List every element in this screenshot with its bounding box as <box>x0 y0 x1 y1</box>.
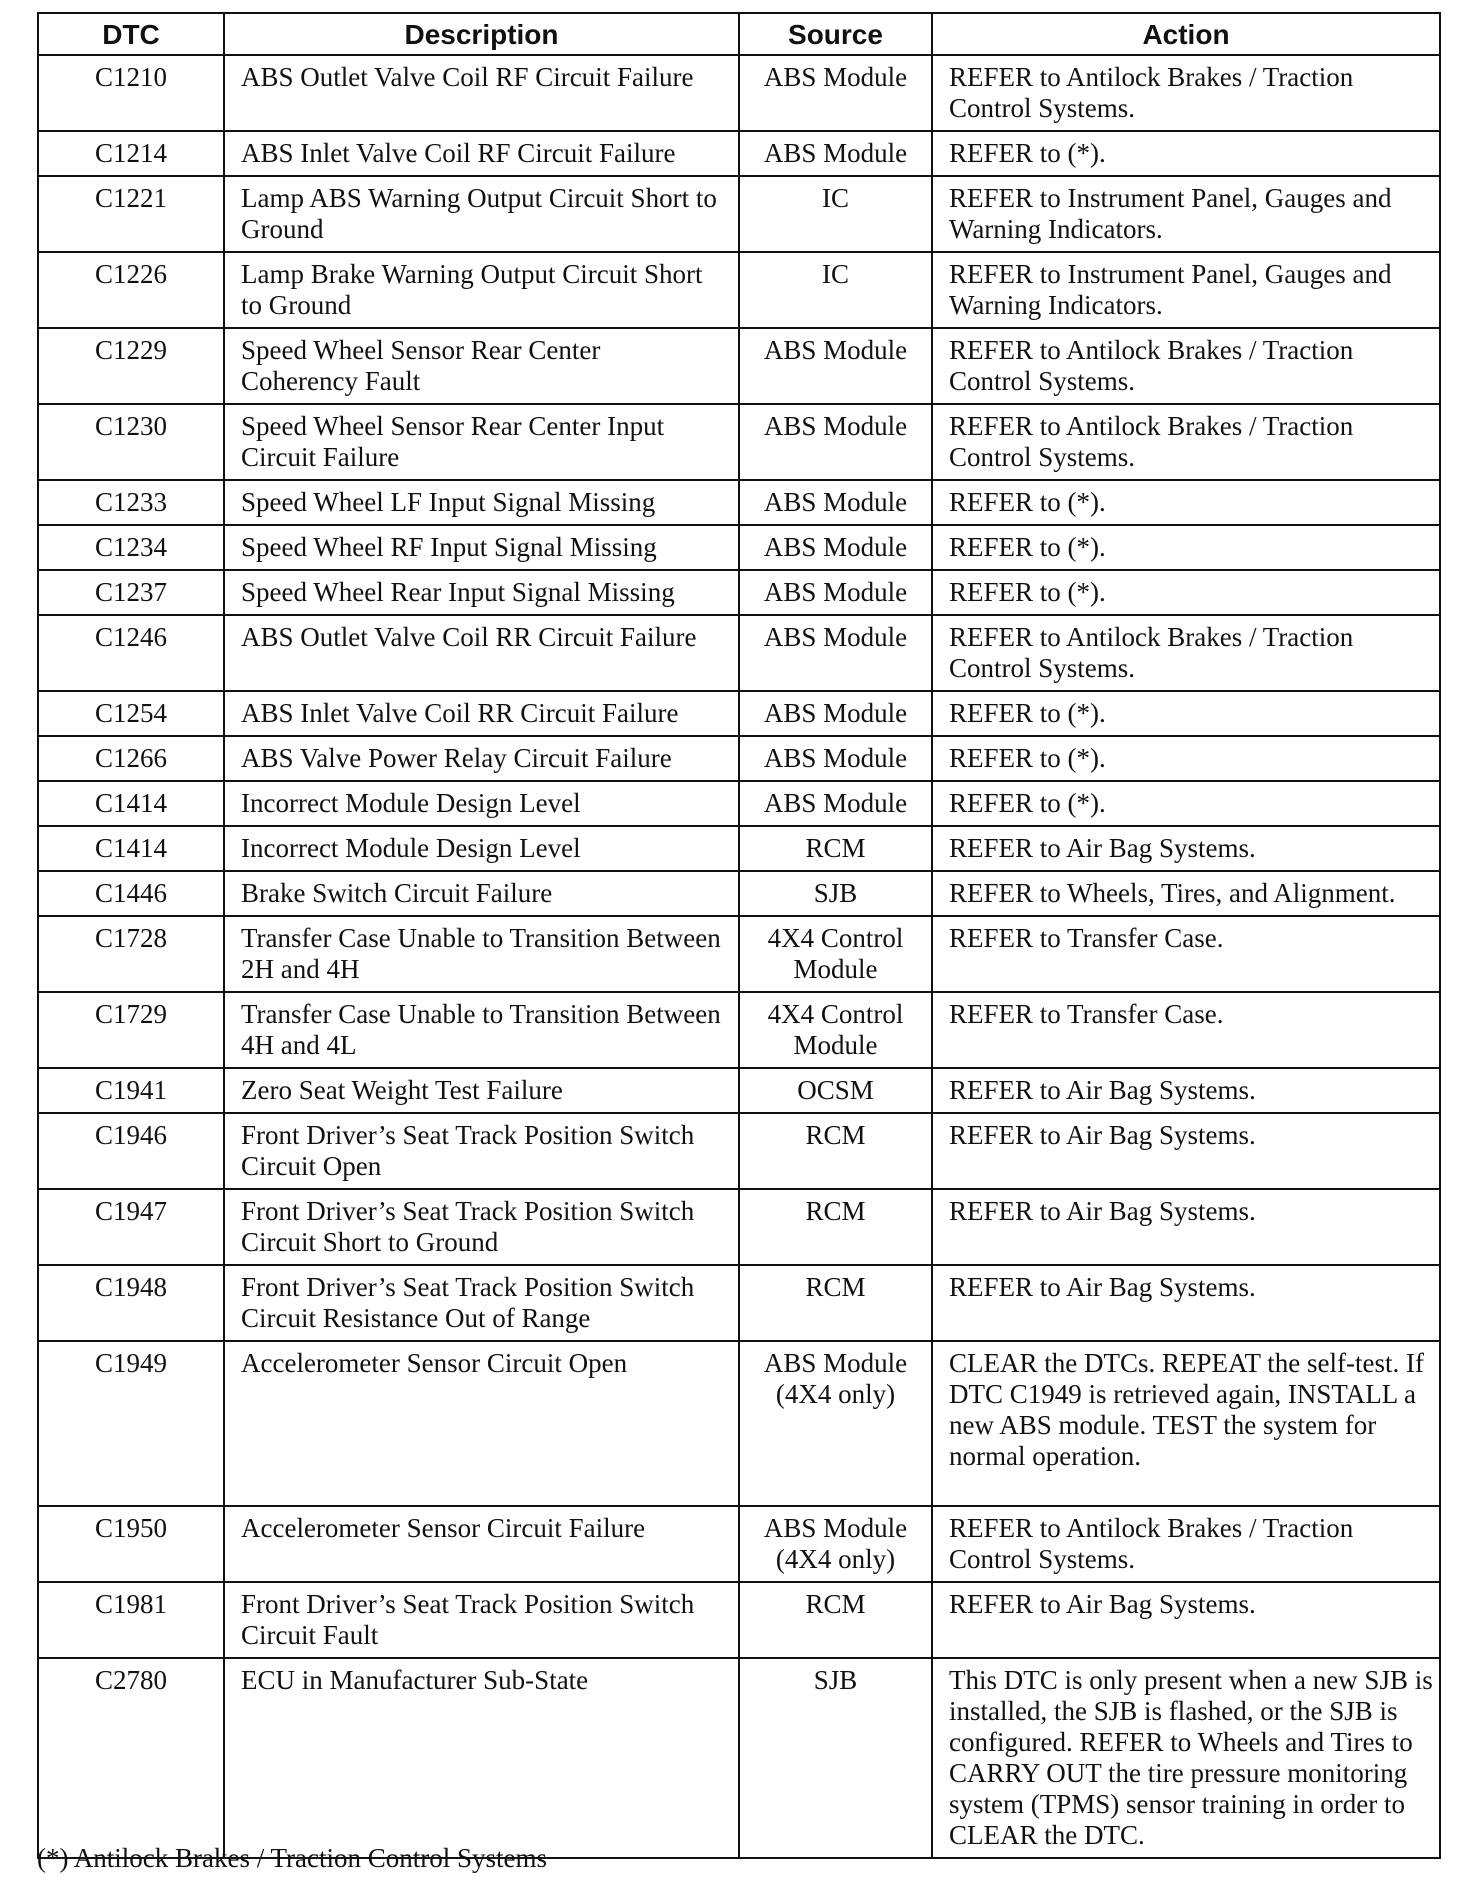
dtc-action: REFER to (*). <box>932 781 1440 826</box>
dtc-code: C1947 <box>38 1189 224 1265</box>
table-row <box>38 480 1440 525</box>
dtc-description: Transfer Case Unable to Transition Between 4H and 4L <box>224 992 739 1068</box>
dtc-description: ABS Valve Power Relay Circuit Failure <box>224 736 739 781</box>
dtc-source: SJB <box>739 1658 932 1858</box>
dtc-code: C1210 <box>38 55 224 131</box>
dtc-code: C1948 <box>38 1265 224 1341</box>
table-row <box>38 570 1440 615</box>
dtc-description: ECU in Manufacturer Sub-State <box>224 1658 739 1858</box>
dtc-source: ABS Module <box>739 328 932 404</box>
dtc-action: REFER to Antilock Brakes / Traction Control Systems. <box>932 615 1440 691</box>
dtc-description: Front Driver’s Seat Track Position Switch Circuit Short to Ground <box>224 1189 739 1265</box>
dtc-description: Transfer Case Unable to Transition Between 2H and 4H <box>224 916 739 992</box>
dtc-action: REFER to (*). <box>932 525 1440 570</box>
dtc-description: Incorrect Module Design Level <box>224 781 739 826</box>
table-row <box>38 1658 1440 1858</box>
dtc-source: RCM <box>739 1582 932 1658</box>
dtc-code: C1946 <box>38 1113 224 1189</box>
dtc-description: Incorrect Module Design Level <box>224 826 739 871</box>
dtc-code: C1414 <box>38 781 224 826</box>
dtc-code: C1729 <box>38 992 224 1068</box>
dtc-code: C2780 <box>38 1658 224 1858</box>
dtc-action: REFER to (*). <box>932 480 1440 525</box>
dtc-action: REFER to (*). <box>932 570 1440 615</box>
dtc-action: REFER to (*). <box>932 131 1440 176</box>
dtc-action: REFER to Transfer Case. <box>932 992 1440 1068</box>
dtc-source: ABS Module <box>739 55 932 131</box>
dtc-action: REFER to Instrument Panel, Gauges and Warning Indicators. <box>932 176 1440 252</box>
dtc-code: C1214 <box>38 131 224 176</box>
dtc-source: ABS Module <box>739 781 932 826</box>
table-row <box>38 1506 1440 1582</box>
table-row <box>38 55 1440 131</box>
dtc-description: Front Driver’s Seat Track Position Switch Circuit Fault <box>224 1582 739 1658</box>
dtc-source: ABS Module <box>739 570 932 615</box>
table-row <box>38 404 1440 480</box>
table-row <box>38 525 1440 570</box>
dtc-source: ABS Module (4X4 only) <box>739 1506 932 1582</box>
dtc-action: REFER to Transfer Case. <box>932 916 1440 992</box>
dtc-description: Speed Wheel Sensor Rear Center Coherency Fault <box>224 328 739 404</box>
dtc-action: REFER to Antilock Brakes / Traction Control Systems. <box>932 55 1440 131</box>
dtc-source: ABS Module <box>739 480 932 525</box>
table-row <box>38 252 1440 328</box>
header-source: Source <box>739 13 932 55</box>
dtc-code: C1728 <box>38 916 224 992</box>
dtc-action: CLEAR the DTCs. REPEAT the self-test. If DTC C1949 is retrieved again, INSTALL a new ABS module. TEST the system for normal operation. <box>932 1341 1440 1506</box>
dtc-code: C1266 <box>38 736 224 781</box>
dtc-code: C1226 <box>38 252 224 328</box>
dtc-action: REFER to Air Bag Systems. <box>932 1113 1440 1189</box>
table-row <box>38 328 1440 404</box>
dtc-description: Lamp ABS Warning Output Circuit Short to Ground <box>224 176 739 252</box>
dtc-code: C1414 <box>38 826 224 871</box>
dtc-description: ABS Outlet Valve Coil RR Circuit Failure <box>224 615 739 691</box>
dtc-action: REFER to Wheels, Tires, and Alignment. <box>932 871 1440 916</box>
table-row <box>38 176 1440 252</box>
dtc-action: This DTC is only present when a new SJB is installed, the SJB is flashed, or the SJB is configured. REFER to Wheels and Tires to CARRY OUT the tire pressure monitoring system (TPMS) sensor training in order to CLEAR the DTC. <box>932 1658 1440 1858</box>
dtc-action: REFER to Antilock Brakes / Traction Control Systems. <box>932 404 1440 480</box>
table-row <box>38 131 1440 176</box>
dtc-source: IC <box>739 252 932 328</box>
dtc-source: ABS Module <box>739 131 932 176</box>
dtc-description: Front Driver’s Seat Track Position Switch Circuit Resistance Out of Range <box>224 1265 739 1341</box>
dtc-source: SJB <box>739 871 932 916</box>
header-dtc: DTC <box>38 13 224 55</box>
dtc-code: C1234 <box>38 525 224 570</box>
table-row <box>38 992 1440 1068</box>
dtc-description: ABS Inlet Valve Coil RF Circuit Failure <box>224 131 739 176</box>
dtc-code: C1221 <box>38 176 224 252</box>
dtc-description: Accelerometer Sensor Circuit Failure <box>224 1506 739 1582</box>
dtc-code: C1229 <box>38 328 224 404</box>
dtc-code: C1950 <box>38 1506 224 1582</box>
dtc-description: Speed Wheel Sensor Rear Center Input Circuit Failure <box>224 404 739 480</box>
table-row <box>38 1265 1440 1341</box>
dtc-source: ABS Module <box>739 736 932 781</box>
footnote: (*) Antilock Brakes / Traction Control Systems <box>37 1843 547 1873</box>
dtc-action: REFER to Instrument Panel, Gauges and Warning Indicators. <box>932 252 1440 328</box>
dtc-description: Speed Wheel Rear Input Signal Missing <box>224 570 739 615</box>
table-row <box>38 1582 1440 1658</box>
dtc-description: Zero Seat Weight Test Failure <box>224 1068 739 1113</box>
dtc-code: C1981 <box>38 1582 224 1658</box>
dtc-code: C1233 <box>38 480 224 525</box>
dtc-source: ABS Module <box>739 691 932 736</box>
dtc-source: ABS Module <box>739 404 932 480</box>
dtc-action: REFER to Air Bag Systems. <box>932 1582 1440 1658</box>
table-row <box>38 871 1440 916</box>
dtc-source: RCM <box>739 1113 932 1189</box>
dtc-description: Lamp Brake Warning Output Circuit Short to Ground <box>224 252 739 328</box>
dtc-action: REFER to Air Bag Systems. <box>932 1265 1440 1341</box>
table-row <box>38 1341 1440 1506</box>
dtc-action: REFER to Antilock Brakes / Traction Control Systems. <box>932 328 1440 404</box>
table-row <box>38 826 1440 871</box>
dtc-table <box>37 12 1441 1859</box>
dtc-action: REFER to (*). <box>932 736 1440 781</box>
dtc-description: ABS Inlet Valve Coil RR Circuit Failure <box>224 691 739 736</box>
dtc-source: IC <box>739 176 932 252</box>
table-row <box>38 615 1440 691</box>
dtc-code: C1246 <box>38 615 224 691</box>
dtc-action: REFER to Air Bag Systems. <box>932 1189 1440 1265</box>
dtc-source: ABS Module <box>739 525 932 570</box>
dtc-source: 4X4 Control Module <box>739 992 932 1068</box>
table-row <box>38 1068 1440 1113</box>
table-row <box>38 691 1440 736</box>
dtc-description: Speed Wheel LF Input Signal Missing <box>224 480 739 525</box>
dtc-action: REFER to Air Bag Systems. <box>932 826 1440 871</box>
dtc-code: C1941 <box>38 1068 224 1113</box>
header-action: Action <box>932 13 1440 55</box>
dtc-code: C1237 <box>38 570 224 615</box>
dtc-source: RCM <box>739 1189 932 1265</box>
dtc-description: Brake Switch Circuit Failure <box>224 871 739 916</box>
dtc-description: Accelerometer Sensor Circuit Open <box>224 1341 739 1506</box>
dtc-action: REFER to Air Bag Systems. <box>932 1068 1440 1113</box>
dtc-code: C1254 <box>38 691 224 736</box>
header-row <box>38 13 1440 55</box>
table-row <box>38 916 1440 992</box>
dtc-source: RCM <box>739 1265 932 1341</box>
dtc-code: C1230 <box>38 404 224 480</box>
dtc-code: C1949 <box>38 1341 224 1506</box>
header-description: Description <box>224 13 739 55</box>
dtc-code: C1446 <box>38 871 224 916</box>
table-row <box>38 1189 1440 1265</box>
dtc-description: ABS Outlet Valve Coil RF Circuit Failure <box>224 55 739 131</box>
dtc-description: Front Driver’s Seat Track Position Switch Circuit Open <box>224 1113 739 1189</box>
table-row <box>38 736 1440 781</box>
dtc-source: 4X4 Control Module <box>739 916 932 992</box>
dtc-action: REFER to Antilock Brakes / Traction Control Systems. <box>932 1506 1440 1582</box>
table-row <box>38 1113 1440 1189</box>
dtc-source: ABS Module <box>739 615 932 691</box>
dtc-source: ABS Module (4X4 only) <box>739 1341 932 1506</box>
dtc-source: RCM <box>739 826 932 871</box>
dtc-description: Speed Wheel RF Input Signal Missing <box>224 525 739 570</box>
dtc-source: OCSM <box>739 1068 932 1113</box>
table-row <box>38 781 1440 826</box>
dtc-action: REFER to (*). <box>932 691 1440 736</box>
